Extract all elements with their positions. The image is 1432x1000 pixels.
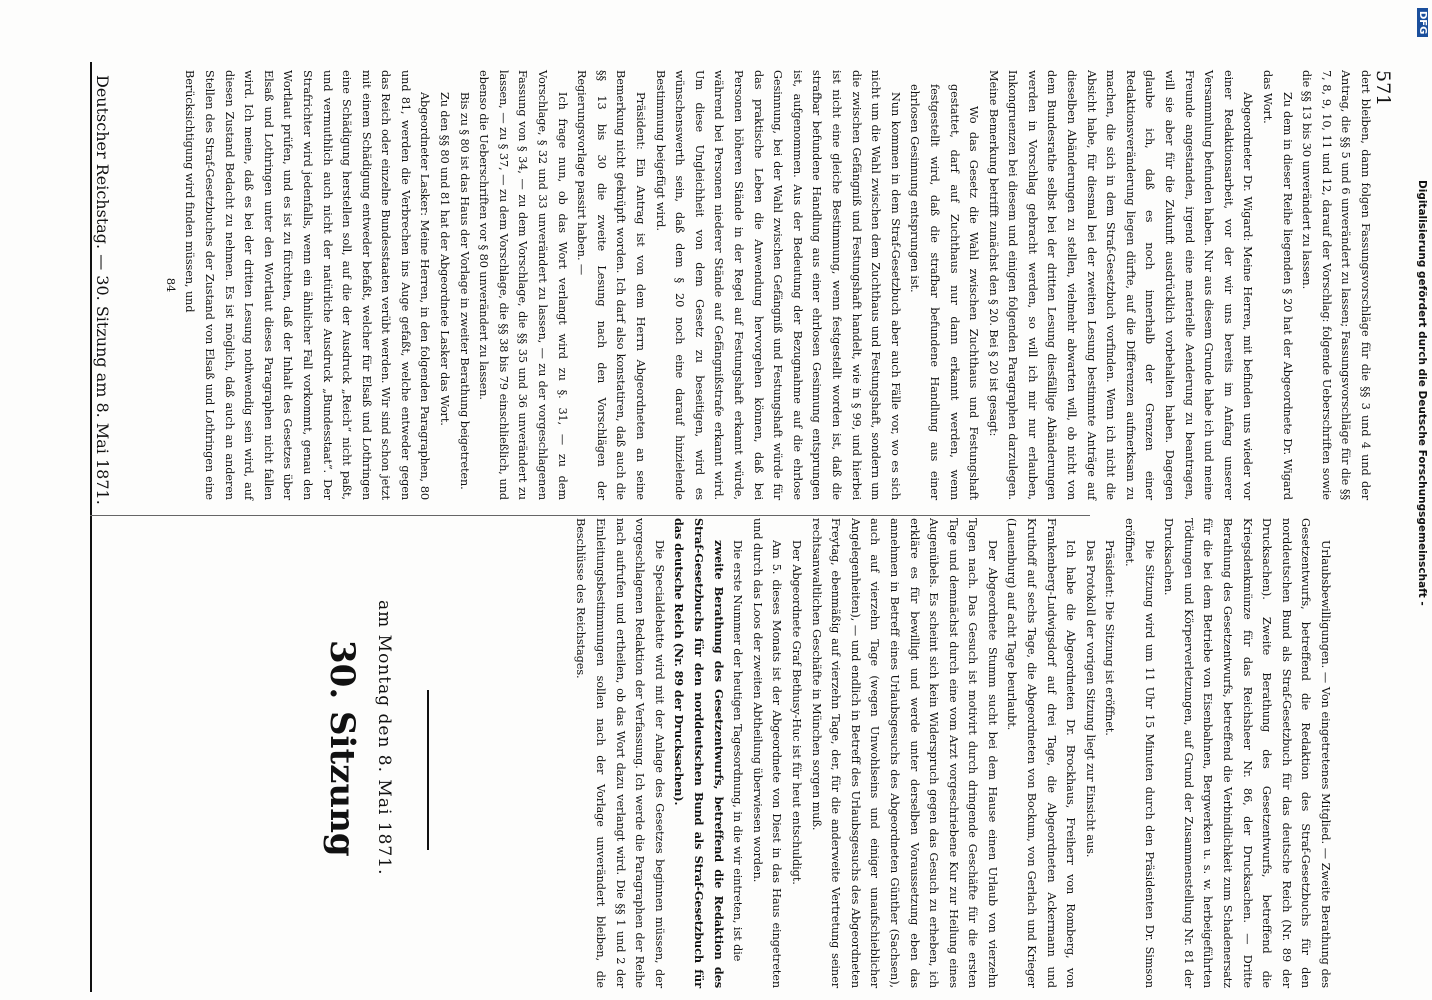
protocol-paragraph: Das Protokoll der vorigen Sitzung liegt zur Einsicht aus. <box>1083 540 1097 858</box>
page-number: 571 <box>1372 70 1394 107</box>
agenda-intro-paragraph: Die erste Nummer der heutigen Tagesordnung, in die wir eintreten, ist die <box>731 540 745 962</box>
president-paragraph-2: Präsident: Ein Antrag ist von dem Herrn Abgeordneten an seine Bemerkung nicht geknüpft worden. Ich darf also konstatiren, daß auch die §§ 13 bis 30 die zweite Lesung nach den Vorschlägen der Regierungsvorlage passirt haben. — <box>575 70 648 500</box>
lasker-speech-paragraph: Abgeordneter Lasker: Meine Herren, in den folgenden Paragraphen, 80 und 81, werden die Verbrechen ins Auge gefaßt, welche entweder gegen das Reich oder einzelne Bundesstaaten verübt werden. Wir sind schon jetzt mit einem Schädigung entweder befaßt, welcher für Elsaß und Lothringen eine Schädigung herstellen soll, auf die der Ausdruck „Reich“ nicht paßt, und vermuthlich auch nicht der natürliche Ausdruck „Bundesstaat“. Der Strafrichter wird jedenfalls, wenn ein ähnlicher Fall vorkommt, genau den Wortlaut prüfen, und es ist zu fürchten, daß der Inhalt des Gesetzes über Elsaß und Lothringen unter den Wortlaut dieses Paragraphen nicht fallen wird. Ich meine, daß es bei der dritten Lesung nothwendig sein wird, auf diesen Zustand Bedacht zu nehmen. Es ist möglich, daß auch an anderen Stellen des Straf-Gesetzbuches der Zustand von Elsaß und Lothringen eine Berücksichtigung wird finden müssen, und <box>183 70 432 500</box>
text-column-right <box>107 70 1375 500</box>
president-paragraph: Präsident: Die Sitzung ist eröffnet. <box>1103 540 1117 736</box>
debate-paragraph: Die Specialdebatte wird mit der Anlage des Gesetzes beginnen müssen, der vorgeschlagenen Redaktion der Verfassung. Ich werde die Paragraphen der Reihe nach aufrufen und ertheilen, ob das Wort dazu verlangt wird. Die §§ 1 und 2 der Einleitungsbestimmungen sollen nach der Vorlage unverändert bleiben, die Beschlüsse des Reichstages. <box>574 518 666 988</box>
leave-request-paragraph: Der Abgeordnete Stumm sucht bei dem Hause einen Urlaub von vierzehn Tagen nach. Das Gesuch ist motivirt durch dringende Geschäfte für die ersten Tage und demnächst durch eine vom Arzt vorgeschriebene Kur zur Heilung eines Augenübels. Es scheint sich kein Widerspruch gegen das Gesuch zu erheben, ich erkläre es für bewilligt und werde unter derselben Voraussetzung eben das annehmen in Betreff eines Urlaubsgesuchs des Abgeordneten Günther (Sachsen), auch auf vierzehn Tage (wegen Unwohlseins und einiger unaufschieblicher Angelegenheiten), — und endlich in Betreff des Urlaubsgesuchs des Abgeordneten Freytag, ebenmäßig auf vierzehn Tage, der, für die anderweite Vertretung seiner rechtsanwaltlichen Geschäfte in München sorgen muß. <box>809 518 999 988</box>
digitization-credit <box>1416 180 1428 606</box>
quoted-paragraph: Wo das Gesetz die Wahl zwischen Zuchthaus und Festungshaft gestattet, darf auf Zuchthaus nur dann erkannt werden, wenn festgestellt wird, daß die strafbar befundene Handlung aus einer ehrlosen Gesinnung entsprungen ist. <box>908 84 981 500</box>
dfg-logo: DFG <box>1417 8 1428 37</box>
member-entry-paragraph: Am 5. dieses Monats ist der Abgeordnete von Diest in das Haus eingetreten und durch das Loos der zweiten Abtheilung überwiesen worden. <box>750 518 784 988</box>
agenda-item-paragraph: zweite Berathung des Gesetzentwurfs, betreffend die Redaktion des Straf-Gesetzbuchs für den norddeutschen Bund als Straf-Gesetzbuch für das deutsche Reich (Nr. 89 der Drucksachen). <box>672 518 726 988</box>
session-date: am Montag den 8. Mai 1871. <box>374 600 394 876</box>
opening-paragraph: Die Sitzung wird um 11 Uhr 15 Minuten durch den Präsidenten Dr. Simson eröffnet. <box>1123 518 1156 988</box>
signature-mark: 84 <box>163 277 177 293</box>
session-title: 30. Sitzung <box>322 640 362 857</box>
excused-paragraph: Der Abgeordnete Graf Bethusy-Huc ist für heut entschuldigt. <box>789 540 803 885</box>
running-header-text: Deutscher Reichstag. — 30. Sitzung am 8. Mai 1871. <box>93 75 112 505</box>
wigard-floor-paragraph: Zu dem in dieser Reihe liegenden § 20 hat der Abgeordnete Dr. Wigard das Wort. <box>1261 70 1294 500</box>
column-divider <box>90 515 1090 516</box>
agenda-paragraph: Urlaubsbewilligungen. — Von eingetretenes Mitglied. — Zweite Berathung des Gesetzentwurfs, betreffend die Redaktion des Straf-Gesetzbuchs für den norddeutschen Bund als Straf-Gesetzbuch für das deutsche Reich (Nr. 89 der Drucksachen). Zweite Berathung des Gesetzentwurfs, betreffend die Kriegsdenkmünze für das Reichsheer Nr. 86, der Drucksachen. — Dritte Berathung des Gesetzentwurfs, betreffend die Verbindlichkeit zum Schadenersatz für die bei dem Betriebe von Eisenbahnen, Bergwerken u. s. w. herbeigeführten Tödtungen und Körperverletzungen, auf Grund der Zusammenstellung Nr. 81 der Drucksachen. <box>1162 518 1332 988</box>
credit-text: Digitalisierung gefördert durch die Deutsche Forschungsgemeinschaft - <box>1416 180 1428 606</box>
wigard-speech-paragraph-2: Nun kommen in dem Straf-Gesetzbuch aber auch Fälle vor, wo es sich nicht um die Wahl zwischen dem Zuchthaus und Festungshaft, sondern um die zwischen Gefängniß und Festungshaft handelt, wie in § 99, und hierbei ist nicht eine gleiche Bestimmung, wenn festgestellt worden ist, daß die strafbar befundene Handlung aus einer ehrlosen Gesinnung entsprungen ist, aufgenommen. Aus der Bedeutung der Bezugnahme auf die ehrlose Gesinnung, bei der Wahl zwischen Gefängniß und Festungshaft würde für das praktische Leben die Anwendung hervorgehen können, daß bei Personen höheren Stände in der Regel auf Festungshaft erkannt würde, während bei Personen niederer Stände auf Gefängnißstrafe erkannt wird. Um diese Ungleichheit von dem Gesetz zu beseitigen, wird es wünschenswerth sein, daß dem § 20 noch eine darauf hinzielende Bestimmung beigefügt wird. <box>653 70 902 500</box>
paragraph-list-paragraph: Ich frage nun, ob das Wort verlangt wird zu §. 31, — zu dem Vorschlage, § 32 und 33 unverändert zu lassen, — zu der vorgeschlagenen Fassung von § 34, — zu dem Vorschlage, die §§ 35 und 36 unverändert zu lassen, — zu § 37, — zu dem Vorschlage, die §§ 38 bis 79 einschließlich, und ebenso die Ueberschriften vor § 80 unverändert zu lassen. <box>477 70 569 500</box>
wigard-speech-paragraph: Abgeordneter Dr. Wigard: Meine Herren, mit befinden uns wieder vor einer Redaktionsarbeit, vor der wir uns bereits im Anfang unserer Versammlung befunden haben. Nur aus diesem Grunde habe ich und meine Freunde angestanden, irgend eine materielle Aenderung zu beantragen, will sie aber für die Zukunft ausdrücklich vorbehalten haben. Dagegen glaube ich, daß es noch innerhalb der Grenzen einer Redaktionsveränderung liegen dürfte, auf die Differenzen aufmerksam zu machen, die sich in dem Straf-Gesetzbuch vorfinden. Wenn ich nicht die Absicht habe, für diesmal bei der zweiten Lesung bestimmte Anträge auf dieselben Abänderungen zu stellen, vielmehr abwarten will, ob nicht von dem Bundesrathe selbst bei der dritten Lesung diesfällige Abänderungen werden in Vorschlag gebracht werden, so will ich mir nur erlauben, Inkongruenzen bei diesem und einigen folgenden Paragraphen darzulegen. Meine Bemerkung betrifft zunächst den § 20. Bei § 20 ist gesagt: <box>986 70 1255 500</box>
lasker-floor-paragraph: Zu den §§ 80 und 81 hat der Abgeordnete Lasker das Wort. <box>438 92 452 426</box>
acceptance-paragraph: Bis zu § 80 ist das Haus der Vorlage in zweiter Berathung beigetreten. <box>457 92 471 490</box>
text-column-left <box>73 518 1335 988</box>
leave-paragraph: Ich habe die Abgeordneten Dr. Brockhaus, Freiherr von Romberg, von Frankenberg-Ludwigsdorf auf drei Tage, die Abgeordneten Ackermann und Kruthoff auf sechs Tage, die Abgeordneten von Bockum, von Gerlach und Krieger (Lauenburg) auf acht Tage beurlaubt. <box>1005 518 1078 988</box>
continuation-paragraph: dert bleiben, dann folgen Fassungsvorschläge für die §§ 3 und 4 und der Antrag, die §§ 5 und 6 unverändert zu lassen; Fassungsvorschläge für die §§ 7, 8, 9, 10, 11 und 12, darauf der Vorschlag: folgende Ueberschriften sowie die §§ 13 bis 30 unverändert zu lassen. <box>1300 70 1372 500</box>
